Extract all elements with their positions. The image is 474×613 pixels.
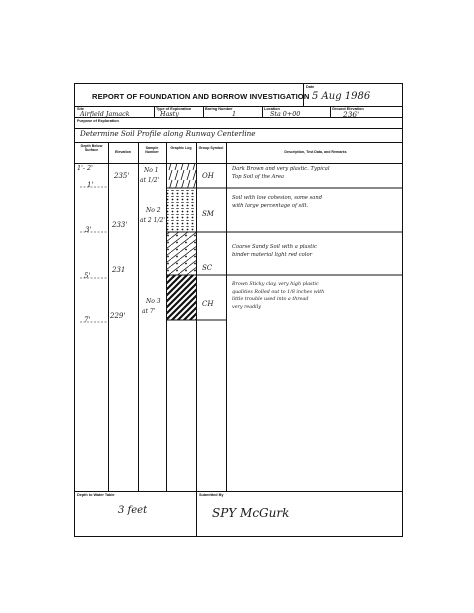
- depth-mark-1: 1': [87, 181, 94, 189]
- layer-sc-pattern: [167, 232, 196, 275]
- layer-4-elevation: 229': [110, 312, 126, 320]
- layer-2-description: [232, 194, 322, 210]
- depth-mark-5: 5': [84, 272, 91, 280]
- layer-2-sample-depth: at 2 1/2': [140, 217, 165, 224]
- purpose-label: Purpose of Exploration: [77, 119, 119, 123]
- water-table-label: Depth to Water Table: [77, 493, 115, 497]
- depth-mark-3: 3': [85, 226, 92, 234]
- ground-elevation-value: 236': [343, 110, 360, 119]
- layer-2-group: SM: [202, 210, 214, 218]
- depth-column-header: Depth Below Surface: [80, 144, 103, 153]
- type-value: Hasty: [160, 110, 179, 118]
- layer-1-description: [232, 165, 330, 181]
- boring-label: Boring Number: [205, 107, 233, 111]
- layer-3-description-line: binder material light red color: [232, 252, 313, 258]
- group-column-header: Group Symbol: [198, 146, 224, 150]
- layer-4-description-line: qualities Rolled out to 1/8 inches with: [232, 289, 325, 295]
- layer-4-description-line: very readily: [232, 304, 261, 310]
- layer-4-description: [232, 281, 324, 311]
- submitted-by-label: Submitted By: [199, 493, 224, 497]
- layer-2-sample-number: No 2: [146, 207, 161, 214]
- layer-1-description-line: Dark Brown and very plastic. Typical: [232, 166, 330, 172]
- date-value: 5 Aug 1986: [312, 91, 371, 102]
- depth-mark-7: 7': [84, 316, 91, 324]
- graphic-column-header: Graphic Log: [170, 146, 192, 150]
- submitted-by-signature: SPY McGurk: [212, 506, 290, 520]
- water-table-value: 3 feet: [118, 505, 148, 516]
- sample-column-header: Sample Number: [145, 146, 159, 155]
- layer-4-description-line: little trouble used into a thread: [232, 297, 309, 303]
- type-label: Type of Exploration: [156, 107, 192, 111]
- layer-1-group: OH: [202, 172, 214, 180]
- layer-3-description-line: Coarse Sandy Soil with a plastic: [232, 244, 317, 250]
- layer-1-sample-depth: at 1/2': [140, 177, 160, 184]
- layer-4-sample-number: No 3: [146, 298, 161, 305]
- boring-value: 1: [232, 110, 237, 118]
- layer-oh-pattern: [167, 163, 196, 188]
- form-title: REPORT OF FOUNDATION AND BORROW INVESTIGATION: [92, 92, 310, 101]
- description-column-header: Description, Test Data, and Remarks: [284, 150, 347, 154]
- layer-2-elevation: 233': [112, 221, 128, 229]
- layer-3-elevation: 231: [112, 266, 126, 274]
- site-label: Site: [77, 107, 84, 111]
- layer-1-description-line: Top Soil of the Area: [232, 174, 285, 180]
- purpose-value: Determine Soil Profile along Runway Centerline: [80, 129, 256, 138]
- layer-1-sample-number: No 1: [144, 167, 159, 174]
- layer-4-sample-depth: at 7': [142, 308, 156, 315]
- layer-ch-pattern: [167, 275, 196, 320]
- location-label: Location: [264, 107, 280, 111]
- layer-2-description-line: with large percentage of silt.: [232, 203, 309, 209]
- site-value: Airfield Jamack: [80, 110, 130, 118]
- layer-sm-pattern: [167, 188, 196, 232]
- layer-1-elevation: 235': [114, 172, 130, 180]
- depth-mark-top: 1'- 2': [77, 164, 93, 172]
- layer-2-description-line: Soil with low cohesion, some sand: [232, 195, 323, 201]
- layer-3-group: SC: [202, 264, 213, 272]
- date-label: Date: [306, 85, 315, 89]
- elevation-column-header: Elevation: [115, 150, 131, 154]
- layer-3-description: [232, 243, 317, 259]
- ground-elevation-label: Ground Elevation: [332, 107, 364, 111]
- location-value: Sta 0+00: [270, 110, 301, 118]
- layer-4-description-line: Brown Sticky clay, very high plastic: [232, 282, 319, 287]
- layer-4-group: CH: [202, 300, 214, 308]
